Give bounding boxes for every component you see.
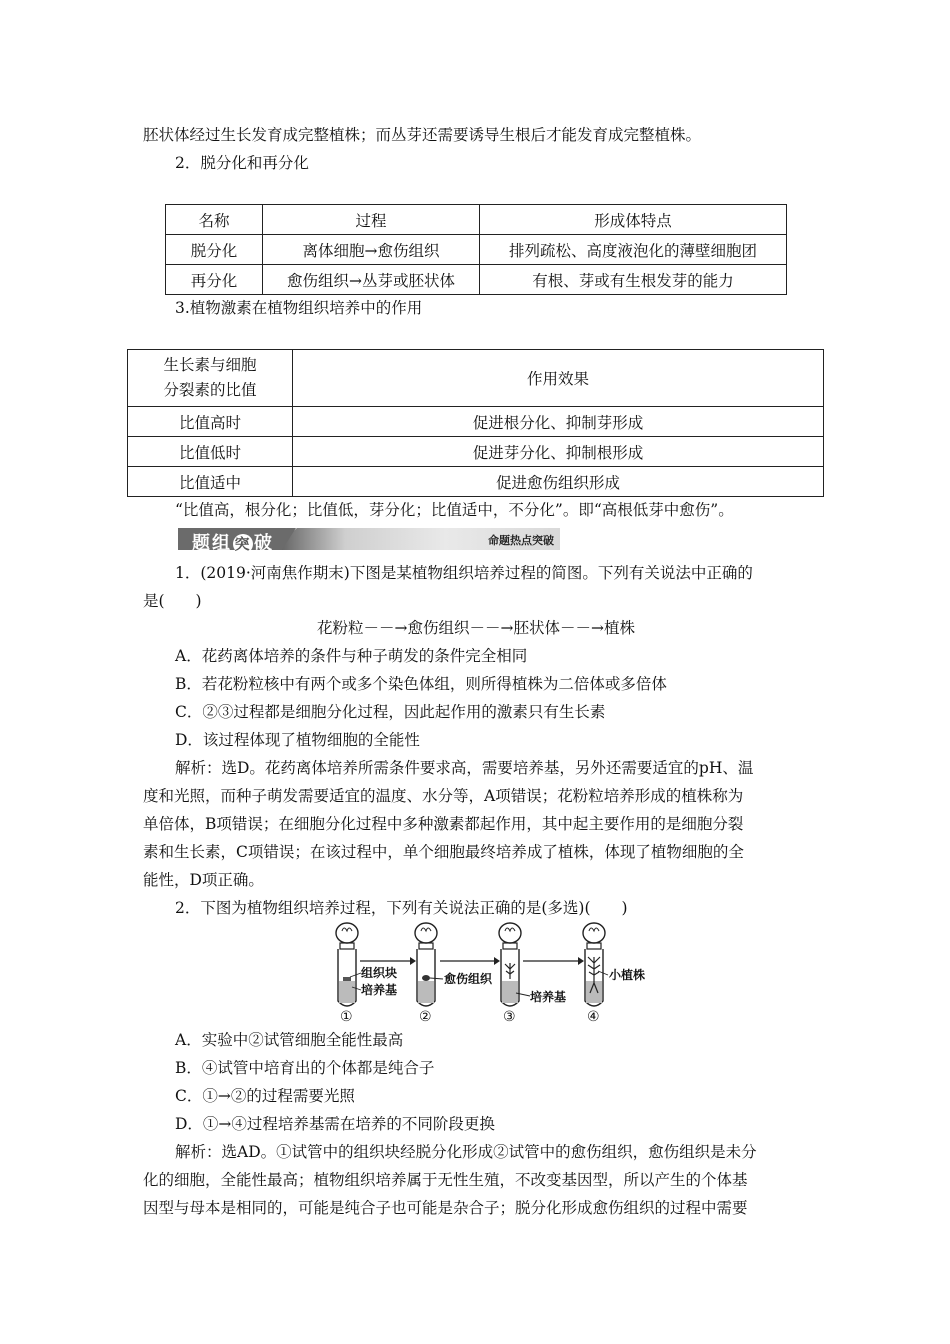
banner-title	[192, 529, 274, 555]
table-cell: 离体细胞→愈伤组织	[263, 235, 480, 265]
q1-flow-diagram: 花粉粒－－→愈伤组织－－→胚状体－－→植株	[317, 619, 635, 637]
banner-char: 破	[254, 533, 274, 554]
table-cell: 再分化	[166, 265, 263, 295]
section-heading-2: 2．脱分化和再分化	[175, 154, 309, 172]
q1-answer-line2: 度和光照，而种子萌发需要适宜的温度、水分等，A项错误；花粉粒培养形成的植株称为	[143, 787, 744, 805]
dedifferentiation-table	[165, 204, 787, 295]
table-header: 名称	[166, 205, 263, 235]
q1-stem-line2: 是( )	[143, 592, 202, 610]
label-plantlet: 小植株	[609, 968, 646, 982]
intro-text: 胚状体经过生长发育成完整植株；而丛芽还需要诱导生根后才能发育成完整植株。	[143, 126, 702, 144]
table-cell: 愈伤组织→丛芽或胚状体	[263, 265, 480, 295]
table-cell: 促进愈伤组织形成	[293, 467, 824, 497]
table-cell: 排列疏松、高度液泡化的薄壁细胞团	[480, 235, 787, 265]
mnemonic-text: “比值高，根分化；比值低，芽分化；比值适中，不分化”。即“高根低芽中愈伤”。	[175, 501, 734, 519]
table-header: 作用效果	[293, 350, 824, 407]
q1-option-d: D．该过程体现了植物细胞的全能性	[175, 731, 420, 749]
q1-option-a: A．花药离体培养的条件与种子萌发的条件完全相同	[175, 647, 528, 665]
label-tissue: 组织块	[361, 966, 398, 980]
table-cell: 有根、芽或有生根发芽的能力	[480, 265, 787, 295]
table-row	[166, 235, 787, 265]
q2-option-b: B．④试管中培育出的个体都是纯合子	[175, 1059, 435, 1077]
q2-answer-line2: 化的细胞，全能性最高；植物组织培养属于无性生殖，不改变基因型，所以产生的个体基	[143, 1171, 748, 1189]
test-tube-2	[415, 923, 437, 1006]
section-heading-3: 3.植物激素在植物组织培养中的作用	[175, 299, 423, 317]
tube-number-2: ②	[419, 1009, 432, 1025]
section-banner	[178, 528, 560, 554]
tube-number-1: ①	[340, 1009, 353, 1025]
table-row	[166, 205, 787, 235]
label-medium-2: 培养基	[530, 990, 567, 1004]
table-row	[128, 350, 824, 407]
table-row	[166, 265, 787, 295]
test-tube-4	[583, 923, 605, 1006]
q1-answer-line5: 能性，D项正确。	[143, 871, 264, 889]
header-line-2: 分裂素的比值	[163, 381, 257, 399]
table-header	[128, 350, 293, 407]
table-cell: 促进根分化、抑制芽形成	[293, 407, 824, 437]
q2-stem: 2．下图为植物组织培养过程，下列有关说法正确的是(多选)( )	[175, 899, 628, 917]
tube-number-4: ④	[587, 1009, 600, 1025]
q2-option-c: C．①→②的过程需要光照	[175, 1087, 355, 1105]
q1-answer-line1: 解析：选D。花药离体培养所需条件要求高，需要培养基，另外还需要适宜的pH、温	[175, 759, 754, 777]
table-header: 形成体特点	[480, 205, 787, 235]
q2-answer-line3: 因型与母本是相同的，可能是纯合子也可能是杂合子；脱分化形成愈伤组织的过程中需要	[143, 1199, 748, 1217]
table-cell: 比值高时	[128, 407, 293, 437]
label-medium: 培养基	[361, 983, 398, 997]
table-cell: 比值适中	[128, 467, 293, 497]
table-header: 过程	[263, 205, 480, 235]
q1-answer-line4: 素和生长素，C项错误；在该过程中，单个细胞最终培养成了植株，体现了植物细胞的全	[143, 843, 744, 861]
banner-subtitle: 命题热点突破	[488, 534, 554, 547]
table-row	[128, 467, 824, 497]
table-cell: 比值低时	[128, 437, 293, 467]
q1-stem-line1: 1．(2019·河南焦作期末)下图是某植物组织培养过程的简图。下列有关说法中正确的	[175, 564, 753, 582]
q2-option-a: A．实验中②试管细胞全能性最高	[175, 1031, 404, 1049]
hormone-ratio-table	[127, 349, 824, 497]
banner-circle-char: 突	[234, 535, 252, 553]
q1-answer-line3: 单倍体，B项错误；在细胞分化过程中多种激素都起作用，其中起主要作用的是细胞分裂	[143, 815, 744, 833]
test-tube-figure	[330, 921, 670, 1025]
q1-option-b: B．若花粉粒核中有两个或多个染色体组，则所得植株为二倍体或多倍体	[175, 675, 667, 693]
table-cell: 促进芽分化、抑制根形成	[293, 437, 824, 467]
tube-number-3: ③	[503, 1009, 516, 1025]
table-cell: 脱分化	[166, 235, 263, 265]
banner-char: 题	[192, 533, 212, 554]
label-callus: 愈伤组织	[444, 972, 493, 986]
q2-option-d: D．①→④过程培养基需在培养的不同阶段更换	[175, 1115, 495, 1133]
q2-answer-line1: 解析：选AD。①试管中的组织块经脱分化形成②试管中的愈伤组织，愈伤组织是未分	[175, 1143, 757, 1161]
q1-option-c: C．②③过程都是细胞分化过程，因此起作用的激素只有生长素	[175, 703, 606, 721]
table-row	[128, 407, 824, 437]
header-line-1: 生长素与细胞	[163, 356, 257, 374]
table-row	[128, 437, 824, 467]
banner-char: 组	[212, 533, 232, 554]
test-tube-1	[336, 923, 358, 1006]
